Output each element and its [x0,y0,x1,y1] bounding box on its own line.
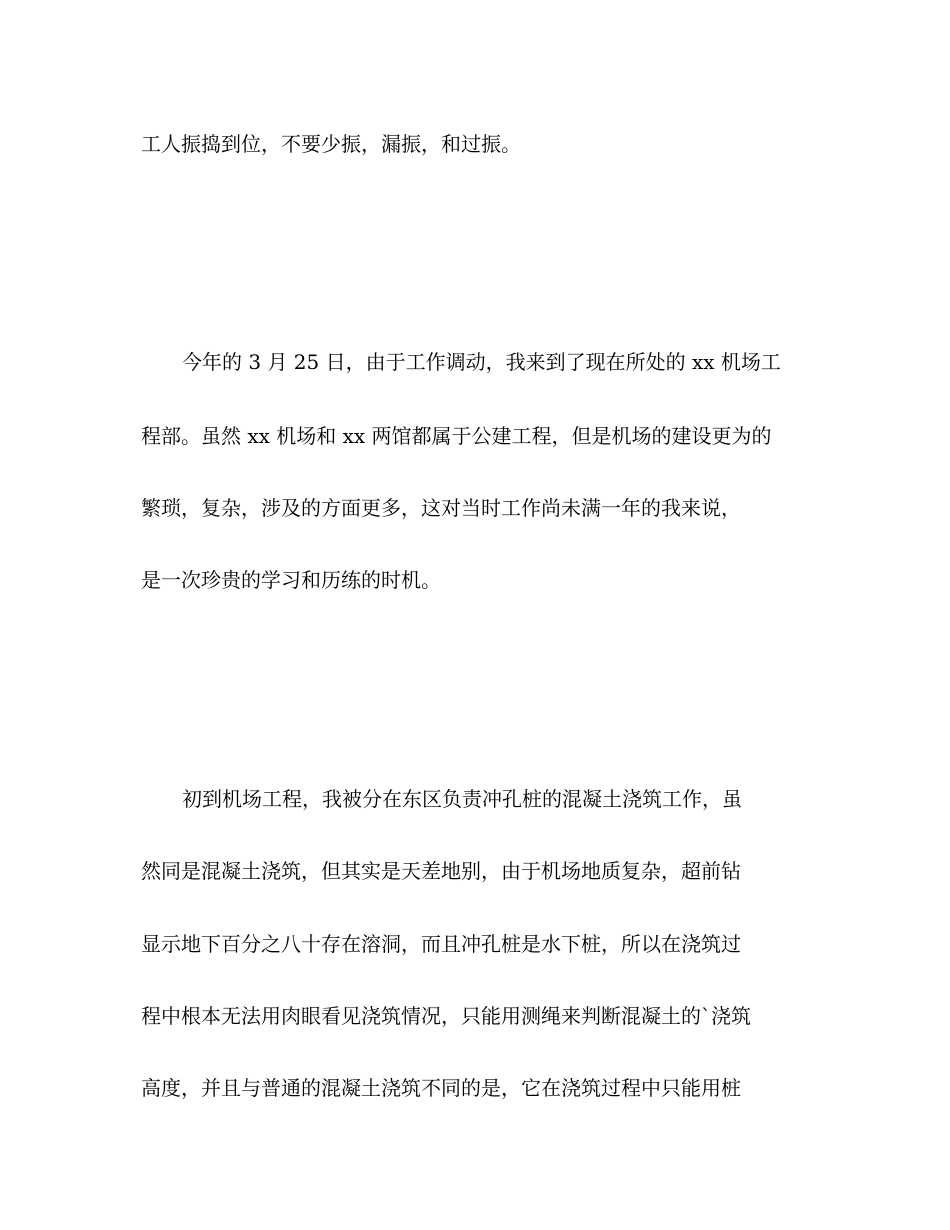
paragraph-1-line-1: 工人振捣到位，不要少振，漏振，和过振。 [141,132,521,156]
paragraph-3-line-4: 程中根本无法用肉眼看见浇筑情况，只能用测绳来判断混凝土的`浇筑 [141,1004,751,1028]
paragraph-2-line-3: 繁琐，复杂，涉及的方面更多，这对当时工作尚未满一年的我来说， [141,496,741,520]
paragraph-3-line-5: 高度，并且与普通的混凝土浇筑不同的是，它在浇筑过程中只能用桩 [141,1076,741,1100]
paragraph-2-line-1: 今年的 3 月 25 日，由于工作调动，我来到了现在所处的 xx 机场工 [182,350,781,374]
paragraph-2-line-2: 程部。虽然 xx 机场和 xx 两馆都属于公建工程，但是机场的建设更为的 [141,424,772,448]
paragraph-3-line-3: 显示地下百分之八十存在溶洞，而且冲孔桩是水下桩，所以在浇筑过 [141,932,741,956]
paragraph-3-line-2: 然同是混凝土浇筑，但其实是天差地别，由于机场地质复杂，超前钻 [141,859,741,883]
paragraph-3-line-1: 初到机场工程，我被分在东区负责冲孔桩的混凝土浇筑工作，虽 [182,787,742,811]
paragraph-2-line-4: 是一次珍贵的学习和历练的时机。 [141,568,441,592]
